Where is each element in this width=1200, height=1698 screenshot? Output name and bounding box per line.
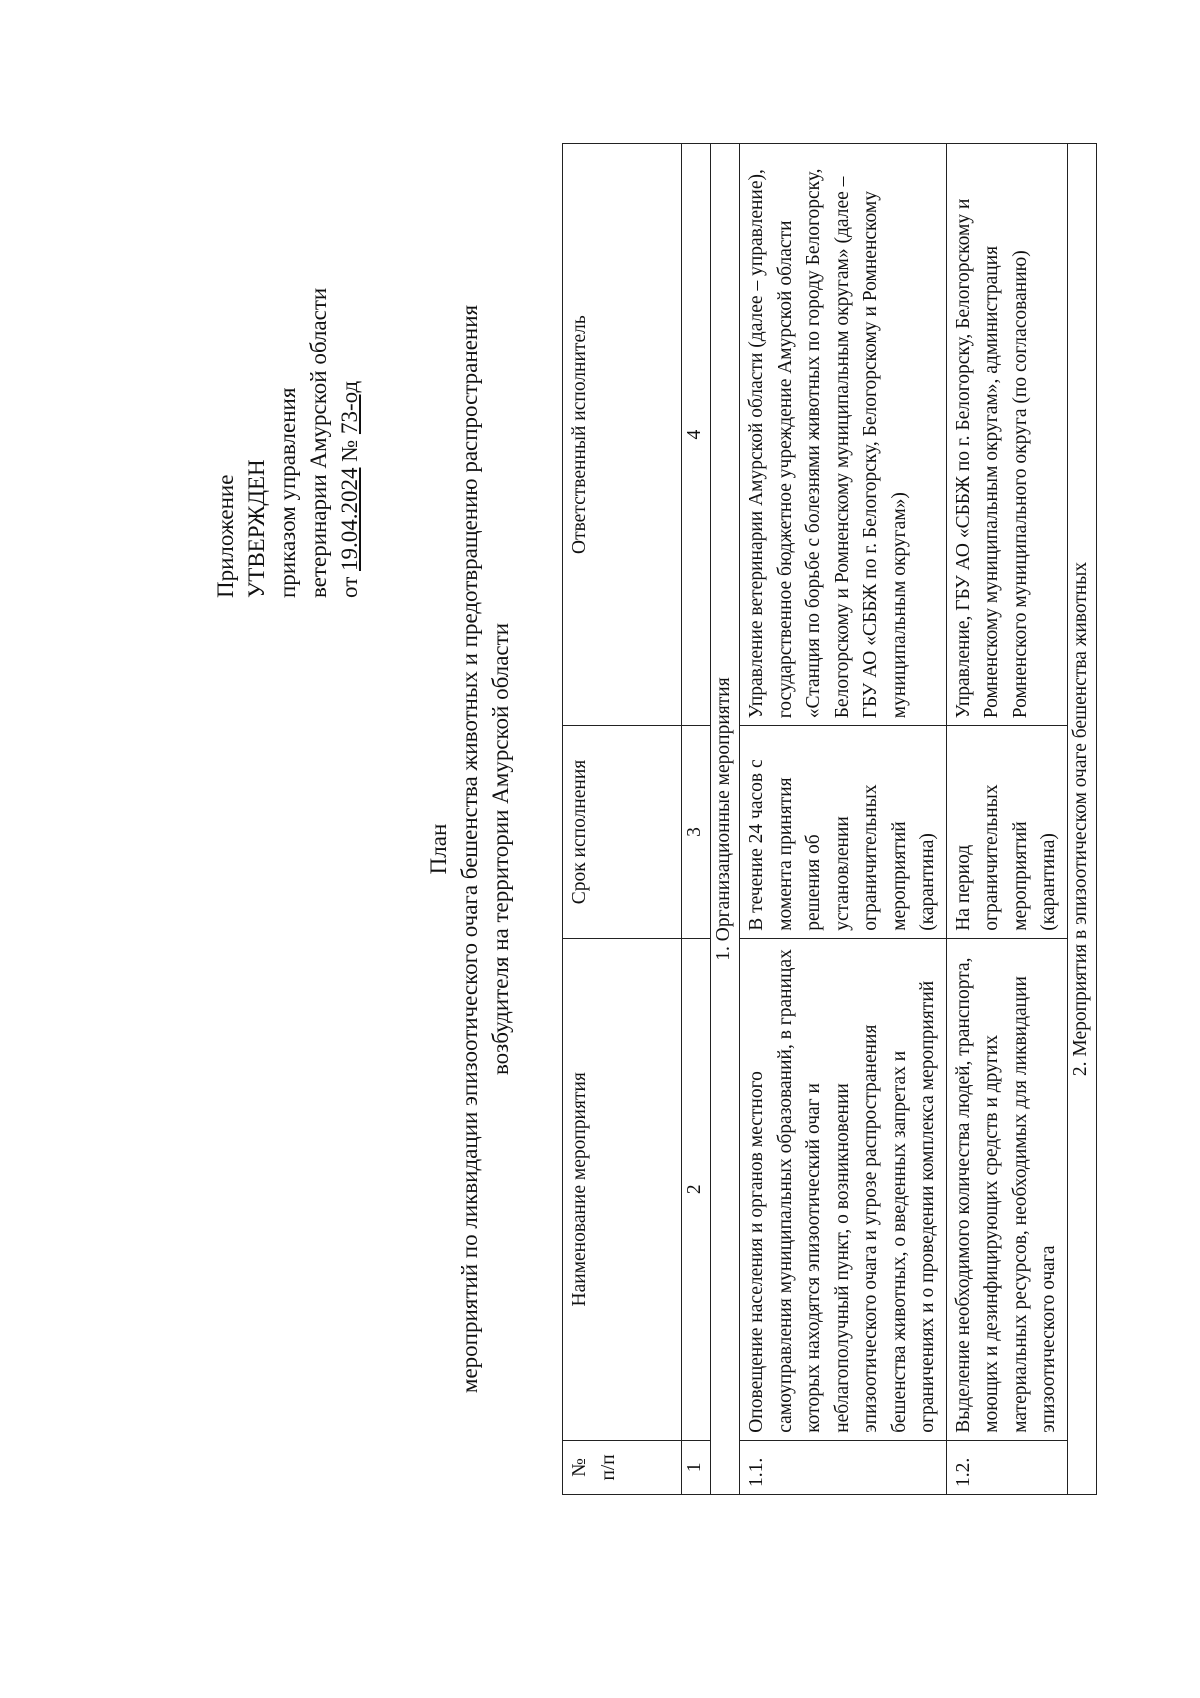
approval-approved: УТВЕРЖДЕН	[244, 459, 269, 598]
approval-number-sign: №	[337, 434, 362, 468]
row-num: 1.2.	[946, 1440, 1067, 1494]
row-executor: Управление, ГБУ АО «СББЖ по г. Белогорску, Белогорскому и Ромненскому муниципальным округам», администрация Ромненского муниципального округа (по согласованию)	[946, 144, 1067, 726]
document-title	[423, 0, 516, 1698]
column-number: 4	[682, 144, 711, 726]
approval-authority: ветеринарии Амурской области	[306, 287, 331, 598]
column-number: 1	[682, 1440, 711, 1494]
header-executor: Ответственный исполнитель	[563, 144, 682, 726]
header-num: № п/п	[563, 1440, 682, 1494]
table-row	[740, 144, 947, 1495]
column-number: 2	[682, 938, 711, 1440]
header-name: Наименование мероприятия	[563, 938, 682, 1440]
row-name: Оповещение населения и органов местного самоуправления муниципальных образований, в границах которых находятся эпизоотический очаг и неблагополучный пункт, о возникновении эпизоотического очага и угрозе распространения бешенства животных, о введенных запретах и ограничениях и о проведении комплекса мероприятий	[740, 938, 947, 1440]
row-term: В течение 24 часов с момента принятия решения об установлении ограничительных мероприятий (карантина)	[740, 726, 947, 939]
row-executor: Управление ветеринарии Амурской области (далее – управление), государственное бюджетное учреждение Амурской области «Станция по борьбе с болезнями животных по городу Белогорску, Белогорскому и Ромненскому муниципальным округам» (далее – ГБУ АО «СББЖ по г. Белогорску, Белогорскому и Ромненскому муниципальным округам»)	[740, 144, 947, 726]
row-num: 1.1.	[740, 1440, 947, 1494]
column-numbers-row	[682, 144, 711, 1495]
section-title: 2. Мероприятия в эпизоотическом очаге бешенства животных	[1067, 144, 1096, 1495]
table-row	[946, 144, 1067, 1495]
approval-number: 73-од	[337, 380, 362, 435]
title-subject: мероприятий по ликвидации эпизоотического очага бешенства животных и предотвращению распространения	[457, 304, 482, 1394]
approval-date: 19.04.2024	[337, 467, 362, 571]
approval-order: приказом управления	[275, 387, 300, 598]
approval-block	[210, 288, 365, 598]
title-plan: План	[426, 823, 451, 875]
approval-date-prefix: от	[337, 571, 362, 598]
header-term: Срок исполнения	[563, 726, 682, 939]
row-name: Выделение необходимого количества людей, транспорта, моющих и дезинфицирующих средств и других материальных ресурсов, необходимых для ликвидации эпизоотического очага	[946, 938, 1067, 1440]
row-term: На период ограничительных мероприятий (карантина)	[946, 726, 1067, 939]
section-title: 1. Организационные мероприятия	[711, 144, 740, 1495]
section-row	[1067, 144, 1096, 1495]
plan-table	[562, 143, 1097, 1495]
approval-appendix: Приложение	[213, 474, 238, 598]
approval-date-line	[334, 288, 365, 598]
section-row	[711, 144, 740, 1495]
table-header-row	[563, 144, 682, 1495]
column-number: 3	[682, 726, 711, 939]
title-subject-cont: возбудителя на территории Амурской области	[488, 623, 513, 1076]
